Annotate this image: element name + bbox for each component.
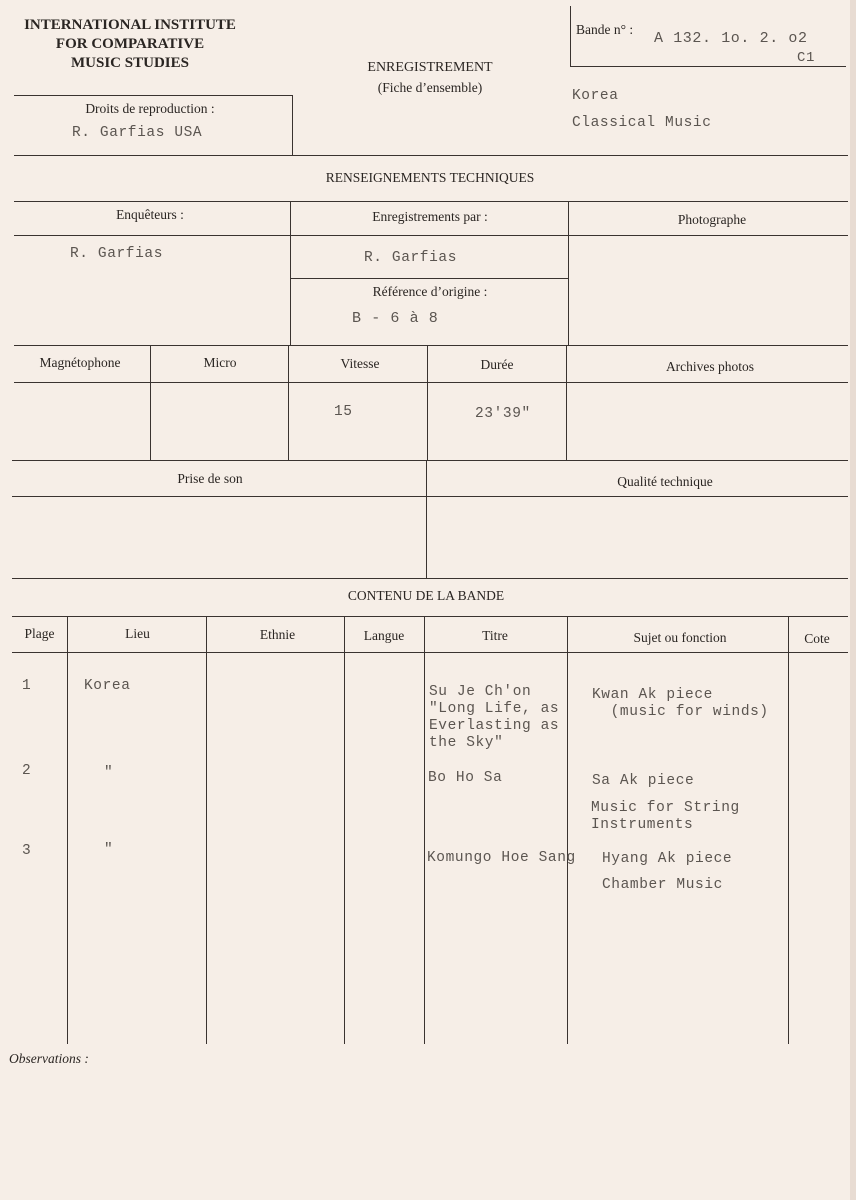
- prise-label: Prise de son: [177, 471, 243, 486]
- form-title: ENREGISTREMENT: [367, 60, 493, 75]
- col-lieu: Lieu: [125, 626, 150, 641]
- observations-label: Observations :: [9, 1051, 89, 1066]
- col-langue: Langue: [363, 628, 405, 643]
- droits-label: Droits de reproduction :: [85, 101, 215, 116]
- table-row-1-lieu: Korea: [84, 678, 131, 694]
- droits-value: R. Garfias USA: [72, 125, 203, 141]
- table-row-2-lieu: ": [104, 765, 114, 781]
- bande-label: Bande n° :: [576, 22, 634, 37]
- duree-label: Durée: [480, 357, 514, 372]
- photographe-label: Photographe: [677, 212, 747, 227]
- paper-edge: [850, 0, 856, 1200]
- table-row-1-sujet: Kwan Ak piece (music for winds): [592, 687, 769, 720]
- vitesse-value: 15: [334, 404, 353, 420]
- qualite-label: Qualité technique: [617, 474, 713, 489]
- table-row-1-plage: 1: [22, 678, 32, 694]
- form-subtitle: (Fiche d’ensemble): [377, 80, 483, 95]
- magnetophone-label: Magnétophone: [39, 355, 121, 370]
- enqueteurs-value: R. Garfias: [70, 246, 164, 262]
- enqueteurs-label: Enquêteurs :: [116, 207, 184, 222]
- col-titre: Titre: [482, 628, 508, 643]
- institute-line-1: INTERNATIONAL INSTITUTE: [24, 17, 236, 33]
- institute-line-3: MUSIC STUDIES: [71, 55, 189, 71]
- table-row-3-sujet-2: Chamber Music: [602, 877, 723, 893]
- bande-value-2: C1: [797, 50, 816, 66]
- institute-line-2: FOR COMPARATIVE: [55, 36, 205, 52]
- contenu-title: CONTENU DE LA BANDE: [347, 588, 505, 603]
- reference-value: B - 6 à 8: [352, 310, 439, 327]
- enregistrements-label: Enregistrements par :: [372, 209, 488, 224]
- archives-label: Archives photos: [665, 359, 755, 374]
- table-row-3-titre: Komungo Hoe Sang: [427, 850, 576, 866]
- table-row-3-lieu: ": [104, 842, 114, 858]
- col-plage: Plage: [24, 626, 55, 641]
- technique-title: RENSEIGNEMENTS TECHNIQUES: [325, 170, 535, 185]
- col-cote: Cote: [804, 631, 830, 646]
- table-row-3-plage: 3: [22, 843, 32, 859]
- duree-value: 23'39": [475, 406, 531, 422]
- genre-value: Classical Music: [572, 115, 712, 131]
- col-ethnie: Ethnie: [259, 627, 296, 642]
- vitesse-label: Vitesse: [340, 356, 380, 371]
- reference-label: Référence d’origine :: [372, 284, 488, 299]
- country-value: Korea: [572, 88, 619, 104]
- micro-label: Micro: [203, 355, 237, 370]
- table-row-1-titre: Su Je Ch'on "Long Life, as Everlasting as the Sky": [429, 684, 560, 751]
- table-row-3-sujet: Hyang Ak piece: [602, 851, 733, 867]
- enregistrements-value: R. Garfias: [364, 250, 458, 266]
- bande-value: A 132. 1o. 2. o2: [654, 30, 808, 47]
- table-row-2-sujet-2: Music for String Instruments: [591, 800, 740, 833]
- col-sujet: Sujet ou fonction: [633, 630, 727, 645]
- table-row-2-plage: 2: [22, 763, 32, 779]
- table-row-2-titre: Bo Ho Sa: [428, 770, 503, 786]
- institute-name: [10, 16, 250, 73]
- table-row-2-sujet: Sa Ak piece: [592, 773, 695, 789]
